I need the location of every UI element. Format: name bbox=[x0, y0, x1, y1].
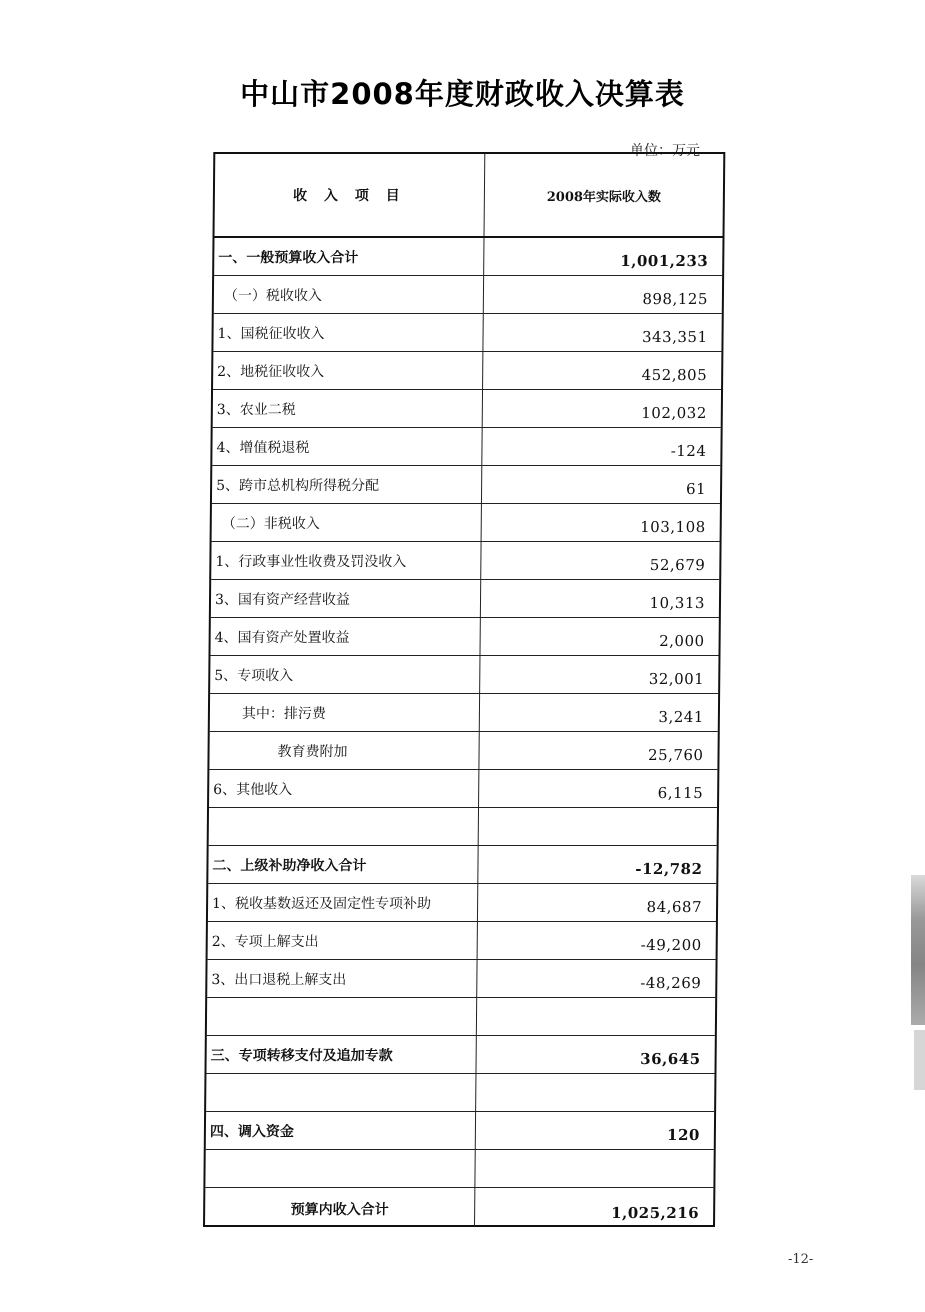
item-cell bbox=[211, 542, 481, 579]
item-cell bbox=[209, 770, 479, 807]
item-cell bbox=[213, 314, 483, 351]
value-cell bbox=[478, 884, 716, 921]
item-cell bbox=[211, 580, 481, 617]
item-cell bbox=[210, 656, 480, 693]
item-label: 3、国有资产经营收益 bbox=[214, 592, 351, 608]
item-value: 1,025,216 bbox=[611, 1204, 700, 1222]
table-row bbox=[207, 998, 715, 1036]
item-label: 2、地税征收收入 bbox=[217, 364, 325, 380]
item-label: （一）税收收入 bbox=[223, 288, 323, 304]
value-cell bbox=[480, 694, 718, 731]
table-row bbox=[213, 352, 721, 390]
table-row bbox=[209, 808, 717, 846]
table-row bbox=[209, 770, 717, 808]
table-row bbox=[212, 466, 720, 504]
table-row bbox=[205, 1150, 713, 1188]
value-cell bbox=[479, 732, 717, 769]
value-cell bbox=[477, 998, 715, 1035]
table-row bbox=[207, 960, 715, 998]
item-label: 预算内收入合计 bbox=[290, 1202, 389, 1218]
item-cell bbox=[206, 1112, 476, 1149]
table-row bbox=[208, 922, 716, 960]
value-cell bbox=[482, 466, 720, 503]
table-row bbox=[211, 542, 719, 580]
value-cell bbox=[482, 428, 720, 465]
value-cell bbox=[483, 390, 721, 427]
value-cell bbox=[478, 846, 716, 883]
item-value: 10,313 bbox=[649, 594, 706, 612]
value-cell bbox=[476, 1074, 714, 1111]
item-value: 36,645 bbox=[640, 1050, 701, 1068]
value-cell bbox=[480, 656, 718, 693]
header-item-cell bbox=[215, 154, 486, 236]
item-label: 三、专项转移支付及追加专款 bbox=[210, 1048, 393, 1064]
item-cell bbox=[205, 1150, 475, 1187]
item-cell bbox=[206, 1074, 476, 1111]
value-cell bbox=[475, 1188, 713, 1227]
item-cell bbox=[208, 846, 478, 883]
table-row bbox=[208, 846, 716, 884]
value-cell bbox=[477, 960, 715, 997]
header-value-cell bbox=[485, 154, 724, 236]
item-value: 120 bbox=[666, 1126, 700, 1144]
item-value: 343,351 bbox=[641, 328, 708, 346]
item-cell bbox=[214, 276, 484, 313]
revenue-table bbox=[203, 152, 725, 1227]
value-cell bbox=[484, 238, 722, 275]
table-body bbox=[205, 238, 722, 1227]
item-label: 6、其他收入 bbox=[213, 782, 293, 798]
item-value: -124 bbox=[670, 442, 707, 460]
item-cell bbox=[206, 1036, 476, 1073]
item-cell bbox=[208, 884, 478, 921]
item-label: 5、跨市总机构所得税分配 bbox=[216, 478, 380, 494]
item-value: 452,805 bbox=[641, 366, 708, 384]
item-value: 25,760 bbox=[647, 746, 704, 764]
table-row bbox=[210, 656, 718, 694]
value-cell bbox=[483, 314, 721, 351]
table-row bbox=[213, 390, 721, 428]
table-row bbox=[205, 1188, 713, 1227]
value-cell bbox=[475, 1150, 713, 1187]
item-cell bbox=[210, 618, 480, 655]
item-cell bbox=[209, 808, 479, 845]
item-cell bbox=[207, 960, 477, 997]
item-value: 6,115 bbox=[657, 784, 704, 802]
item-cell bbox=[209, 732, 479, 769]
page-title: 中山市2008年度财政收入决算表 bbox=[240, 77, 685, 111]
value-cell bbox=[483, 352, 721, 389]
item-value: -49,200 bbox=[640, 936, 702, 954]
item-label: 二、上级补助净收入合计 bbox=[212, 858, 367, 874]
item-value: 102,032 bbox=[641, 404, 707, 422]
value-cell bbox=[479, 770, 717, 807]
table-row bbox=[211, 580, 719, 618]
unit-label: 单位：万元 bbox=[630, 143, 700, 159]
item-cell bbox=[207, 998, 477, 1035]
table-row bbox=[212, 504, 720, 542]
scan-edge-artifact bbox=[911, 875, 925, 1025]
header-item-label: 收 入 项 目 bbox=[293, 188, 406, 204]
item-label: 5、专项收入 bbox=[214, 668, 294, 684]
table-row bbox=[206, 1112, 714, 1150]
item-label: 教育费附加 bbox=[277, 744, 348, 760]
item-cell bbox=[212, 504, 482, 541]
item-label: 2、专项上解支出 bbox=[211, 934, 319, 950]
table-row bbox=[214, 276, 722, 314]
table-row bbox=[212, 428, 720, 466]
item-value: -12,782 bbox=[635, 860, 703, 878]
item-cell bbox=[214, 238, 484, 275]
item-value: 3,241 bbox=[658, 708, 704, 726]
value-cell bbox=[482, 504, 720, 541]
item-label: 其中：排污费 bbox=[241, 706, 327, 722]
item-value: 1,001,233 bbox=[620, 252, 709, 270]
table-row bbox=[209, 732, 717, 770]
item-label: 一、一般预算收入合计 bbox=[218, 250, 359, 266]
item-label: 1、行政事业性收费及罚没收入 bbox=[215, 554, 407, 570]
item-cell bbox=[212, 466, 482, 503]
table-row bbox=[213, 314, 721, 352]
value-cell bbox=[476, 1112, 714, 1149]
item-label: 四、调入资金 bbox=[209, 1124, 294, 1140]
item-cell bbox=[213, 352, 483, 389]
table-row bbox=[206, 1074, 714, 1112]
item-label: 3、出口退税上解支出 bbox=[211, 972, 347, 988]
item-cell bbox=[213, 390, 483, 427]
item-value: 61 bbox=[685, 480, 707, 498]
item-label: 4、国有资产处置收益 bbox=[214, 630, 350, 646]
item-value: 2,000 bbox=[659, 632, 705, 650]
value-cell bbox=[479, 808, 717, 845]
item-value: 84,687 bbox=[646, 898, 703, 916]
item-label: （二）非税收入 bbox=[221, 516, 320, 532]
value-cell bbox=[478, 922, 716, 959]
value-cell bbox=[476, 1036, 714, 1073]
item-label: 1、国税征收收入 bbox=[217, 326, 325, 342]
table-row bbox=[208, 884, 716, 922]
table-row bbox=[214, 238, 722, 276]
item-value: -48,269 bbox=[640, 974, 702, 992]
scan-edge-artifact bbox=[914, 1030, 925, 1090]
value-cell bbox=[480, 618, 718, 655]
table-row bbox=[206, 1036, 714, 1074]
item-label: 1、税收基数返还及固定性专项补助 bbox=[212, 896, 432, 912]
item-value: 103,108 bbox=[640, 518, 706, 536]
item-label: 4、增值税退税 bbox=[216, 440, 310, 456]
item-label: 3、农业二税 bbox=[216, 402, 296, 418]
header-value-label: 2008年实际收入数 bbox=[546, 189, 662, 205]
value-cell bbox=[481, 580, 719, 617]
item-value: 898,125 bbox=[642, 290, 708, 308]
item-value: 32,001 bbox=[648, 670, 705, 688]
item-cell bbox=[205, 1188, 475, 1227]
value-cell bbox=[481, 542, 719, 579]
page-number: -12- bbox=[788, 1252, 814, 1267]
item-value: 52,679 bbox=[649, 556, 706, 574]
item-cell bbox=[210, 694, 480, 731]
item-cell bbox=[208, 922, 478, 959]
table-header-row bbox=[214, 154, 723, 238]
item-cell bbox=[212, 428, 482, 465]
value-cell bbox=[484, 276, 722, 313]
table-row bbox=[210, 618, 718, 656]
table-row bbox=[210, 694, 718, 732]
